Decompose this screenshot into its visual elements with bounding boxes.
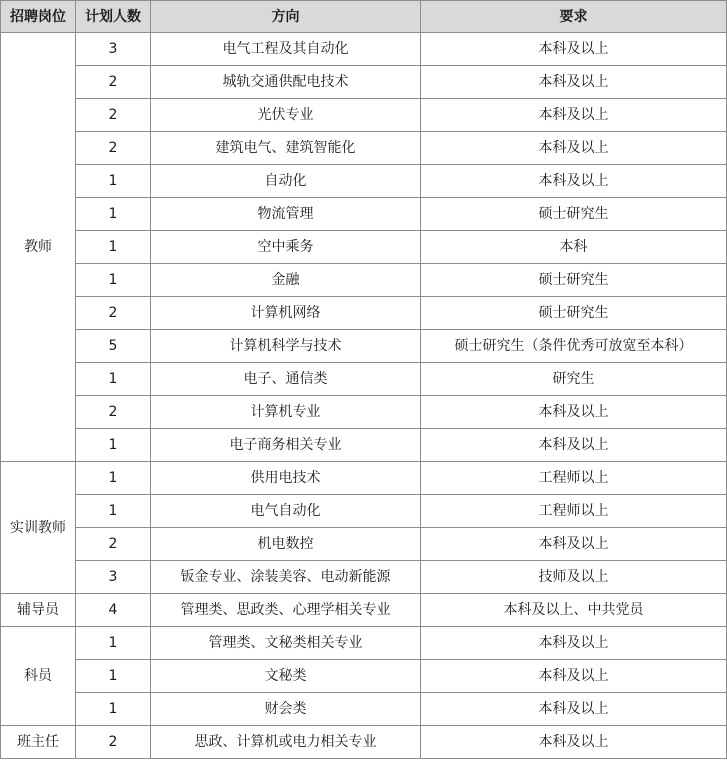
- direction-cell: 文秘类: [151, 660, 421, 693]
- direction-cell: 计算机网络: [151, 297, 421, 330]
- table-row: [1, 396, 727, 429]
- requirement-cell: 本科: [421, 231, 727, 264]
- direction-cell: 管理类、文秘类相关专业: [151, 627, 421, 660]
- table-row: [1, 693, 727, 726]
- count-cell: 2: [76, 132, 151, 165]
- count-cell: 1: [76, 660, 151, 693]
- count-cell: 2: [76, 726, 151, 759]
- post-cell: 教师: [1, 33, 76, 462]
- count-cell: 1: [76, 198, 151, 231]
- direction-cell: 电气工程及其自动化: [151, 33, 421, 66]
- requirement-cell: 本科及以上: [421, 693, 727, 726]
- table-row: [1, 561, 727, 594]
- table-row: [1, 132, 727, 165]
- requirement-cell: 本科及以上: [421, 66, 727, 99]
- count-cell: 3: [76, 561, 151, 594]
- count-cell: 1: [76, 429, 151, 462]
- table-row: [1, 99, 727, 132]
- header-requirement: 要求: [421, 1, 727, 33]
- direction-cell: 城轨交通供配电技术: [151, 66, 421, 99]
- direction-cell: 电子商务相关专业: [151, 429, 421, 462]
- count-cell: 2: [76, 99, 151, 132]
- direction-cell: 计算机科学与技术: [151, 330, 421, 363]
- table-body: [1, 33, 727, 759]
- count-cell: 1: [76, 165, 151, 198]
- direction-cell: 电气自动化: [151, 495, 421, 528]
- requirement-cell: 本科及以上、中共党员: [421, 594, 727, 627]
- count-cell: 4: [76, 594, 151, 627]
- count-cell: 5: [76, 330, 151, 363]
- requirement-cell: 硕士研究生: [421, 297, 727, 330]
- direction-cell: 财会类: [151, 693, 421, 726]
- table-row: [1, 462, 727, 495]
- table-row: [1, 627, 727, 660]
- requirement-cell: 硕士研究生: [421, 264, 727, 297]
- count-cell: 2: [76, 396, 151, 429]
- count-cell: 2: [76, 66, 151, 99]
- direction-cell: 机电数控: [151, 528, 421, 561]
- count-cell: 1: [76, 363, 151, 396]
- direction-cell: 电子、通信类: [151, 363, 421, 396]
- count-cell: 1: [76, 231, 151, 264]
- direction-cell: 光伏专业: [151, 99, 421, 132]
- table-row: [1, 726, 727, 759]
- requirement-cell: 本科及以上: [421, 726, 727, 759]
- post-cell: 科员: [1, 627, 76, 726]
- requirement-cell: 本科及以上: [421, 627, 727, 660]
- table-row: [1, 231, 727, 264]
- direction-cell: 计算机专业: [151, 396, 421, 429]
- table-row: [1, 33, 727, 66]
- table-header: [1, 1, 727, 33]
- table-row: [1, 198, 727, 231]
- table-row: [1, 264, 727, 297]
- direction-cell: 建筑电气、建筑智能化: [151, 132, 421, 165]
- requirement-cell: 本科及以上: [421, 528, 727, 561]
- requirement-cell: 本科及以上: [421, 99, 727, 132]
- table-row: [1, 660, 727, 693]
- count-cell: 1: [76, 627, 151, 660]
- header-post: 招聘岗位: [1, 1, 76, 33]
- direction-cell: 供用电技术: [151, 462, 421, 495]
- direction-cell: 金融: [151, 264, 421, 297]
- requirement-cell: 本科及以上: [421, 165, 727, 198]
- count-cell: 2: [76, 528, 151, 561]
- direction-cell: 物流管理: [151, 198, 421, 231]
- table-row: [1, 594, 727, 627]
- requirement-cell: 本科及以上: [421, 660, 727, 693]
- requirement-cell: 硕士研究生（条件优秀可放宽至本科）: [421, 330, 727, 363]
- count-cell: 2: [76, 297, 151, 330]
- post-cell: 班主任: [1, 726, 76, 759]
- direction-cell: 钣金专业、涂装美容、电动新能源: [151, 561, 421, 594]
- post-cell: 辅导员: [1, 594, 76, 627]
- table-row: [1, 330, 727, 363]
- requirement-cell: 本科及以上: [421, 132, 727, 165]
- direction-cell: 自动化: [151, 165, 421, 198]
- table-row: [1, 429, 727, 462]
- count-cell: 1: [76, 693, 151, 726]
- requirement-cell: 本科及以上: [421, 429, 727, 462]
- requirement-cell: 工程师以上: [421, 495, 727, 528]
- requirement-cell: 研究生: [421, 363, 727, 396]
- table-row: [1, 528, 727, 561]
- requirement-cell: 技师及以上: [421, 561, 727, 594]
- count-cell: 1: [76, 495, 151, 528]
- requirement-cell: 本科及以上: [421, 33, 727, 66]
- header-direction: 方向: [151, 1, 421, 33]
- count-cell: 1: [76, 462, 151, 495]
- table-row: [1, 66, 727, 99]
- requirement-cell: 本科及以上: [421, 396, 727, 429]
- header-count: 计划人数: [76, 1, 151, 33]
- requirement-cell: 工程师以上: [421, 462, 727, 495]
- header-row: [1, 1, 727, 33]
- table-row: [1, 495, 727, 528]
- table-row: [1, 165, 727, 198]
- requirement-cell: 硕士研究生: [421, 198, 727, 231]
- direction-cell: 空中乘务: [151, 231, 421, 264]
- count-cell: 1: [76, 264, 151, 297]
- table-row: [1, 297, 727, 330]
- direction-cell: 管理类、思政类、心理学相关专业: [151, 594, 421, 627]
- direction-cell: 思政、计算机或电力相关专业: [151, 726, 421, 759]
- post-cell: 实训教师: [1, 462, 76, 594]
- table-row: [1, 363, 727, 396]
- count-cell: 3: [76, 33, 151, 66]
